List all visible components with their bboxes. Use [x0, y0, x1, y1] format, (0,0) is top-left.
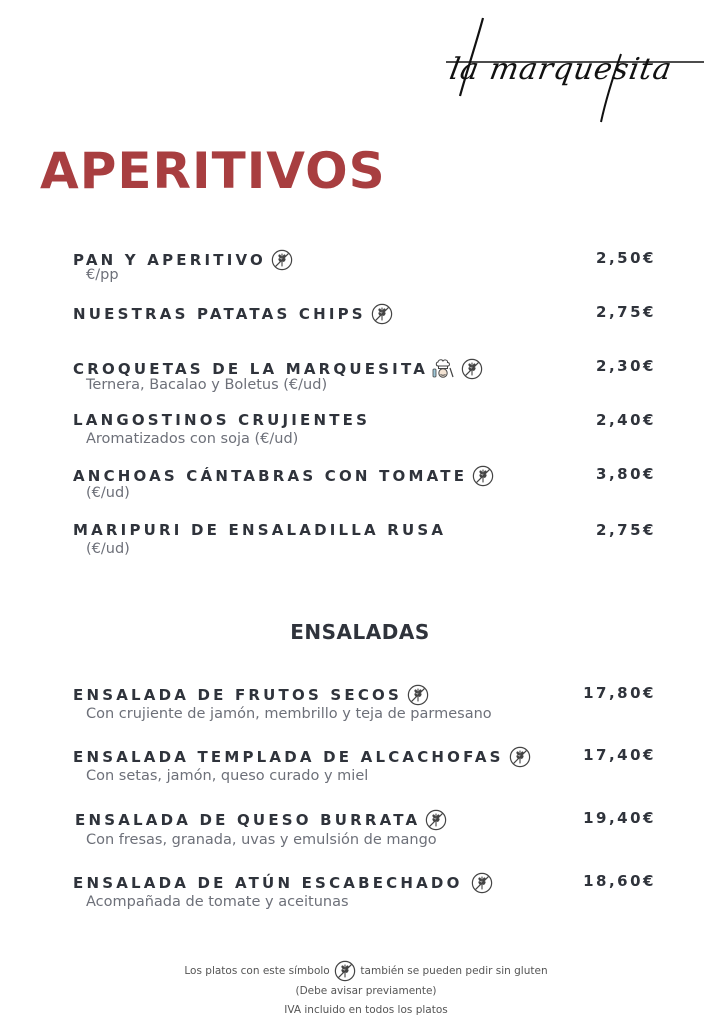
menu-item-name-text: ENSALADA DE ATÚN ESCABECHADO [73, 874, 463, 892]
footer-line-1-after: también se pueden pedir sin gluten [360, 965, 548, 977]
gluten-free-icon [271, 249, 293, 271]
gluten-free-icon [461, 358, 483, 380]
menu-item-price: 19,40€ [583, 809, 656, 827]
gluten-free-icon [425, 809, 447, 831]
footer-notes [0, 960, 728, 1020]
menu-item-name-text: ENSALADA DE FRUTOS SECOS [73, 686, 402, 704]
footer-line-3: IVA incluido en todos los platos [284, 1004, 448, 1016]
menu-item-price: 3,80€ [596, 465, 656, 483]
menu-item-name-text: PAN Y APERITIVO [73, 251, 266, 269]
menu-item-desc: €/pp [86, 267, 119, 283]
gluten-free-icon [471, 872, 493, 894]
menu-item-desc: Ternera, Bacalao y Boletus (€/ud) [86, 377, 328, 393]
menu-item-desc: Con setas, jamón, queso curado y miel [86, 768, 369, 784]
menu-item-name [75, 809, 447, 831]
gluten-free-icon [371, 303, 393, 325]
menu-item-desc: Aromatizados con soja (€/ud) [86, 431, 299, 447]
chef-icon [432, 357, 456, 381]
footer-line-2: (Debe avisar previamente) [295, 985, 437, 997]
menu-item-price: 17,80€ [583, 684, 656, 702]
menu-item-desc: (€/ud) [86, 541, 130, 557]
footer-line-1 [0, 960, 728, 982]
menu-item-name [73, 303, 393, 325]
menu-item-price: 2,75€ [596, 521, 656, 539]
menu-item-name [73, 465, 494, 487]
brand-logo-text: la marquesita [446, 52, 675, 87]
menu-item-desc: Con fresas, granada, uvas y emulsión de mango [86, 832, 437, 848]
menu-item-price: 2,75€ [596, 303, 656, 321]
menu-item-price: 2,50€ [596, 249, 656, 267]
menu-item-name [73, 684, 429, 706]
menu-item-desc: (€/ud) [86, 485, 130, 501]
menu-item-desc: Acompañada de tomate y aceitunas [86, 894, 349, 910]
menu-item-name-text: MARIPURI DE ENSALADILLA RUSA [73, 521, 447, 539]
menu-item-name-text: ENSALADA TEMPLADA DE ALCACHOFAS [73, 748, 504, 766]
menu-item-name-text: ENSALADA DE QUESO BURRATA [75, 811, 421, 829]
menu-item-price: 2,40€ [596, 411, 656, 429]
footer-line-1-before: Los platos con este símbolo [184, 965, 330, 977]
menu-item-name-text: LANGOSTINOS CRUJIENTES [73, 411, 371, 429]
menu-item-name [73, 411, 370, 429]
section-title: ENSALADAS [290, 620, 430, 644]
menu-item-name [73, 872, 493, 894]
gluten-free-icon [472, 465, 494, 487]
menu-item-name-text: NUESTRAS PATATAS CHIPS [73, 305, 366, 323]
gluten-free-icon [334, 960, 356, 982]
menu-item-name-text: CROQUETAS DE LA MARQUESITA [73, 360, 429, 378]
gluten-free-icon [509, 746, 531, 768]
menu-item-desc: Con crujiente de jamón, membrillo y teja de parmesano [86, 706, 492, 722]
gluten-free-icon [407, 684, 429, 706]
menu-item-name [73, 521, 446, 539]
menu-item-name [73, 746, 531, 768]
menu-item-name-text: ANCHOAS CÁNTABRAS CON TOMATE [73, 467, 468, 485]
menu-item-price: 17,40€ [583, 746, 656, 764]
page-title: APERITIVOS [40, 142, 386, 200]
menu-item-price: 18,60€ [583, 872, 656, 890]
menu-item-price: 2,30€ [596, 357, 656, 375]
